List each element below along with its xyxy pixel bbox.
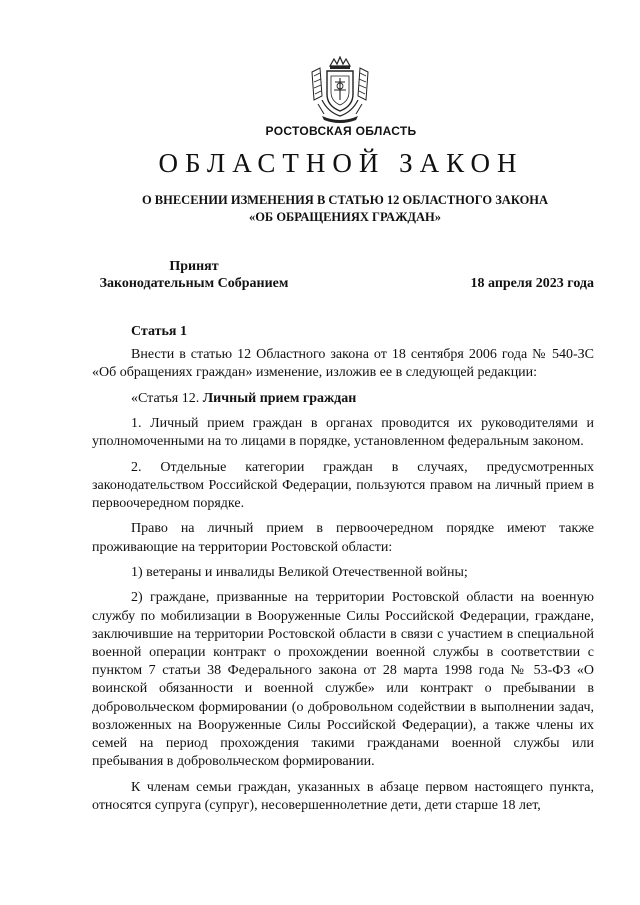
quoted-article-heading (92, 390, 594, 408)
article-body (92, 346, 594, 822)
quoted-article-prefix: «Статья 12. (131, 390, 200, 406)
article-paragraph: 1) ветераны и инвалиды Великой Отечественной войны; (131, 564, 468, 580)
article-paragraph: К членам семьи граждан, указанных в абзаце первом настоящего пункта, относятся супруга (супруг), несовершеннолетние дети, дети старше 18 лет, (92, 779, 594, 813)
region-name: РОСТОВСКАЯ ОБЛАСТЬ (265, 124, 417, 138)
article-paragraph: Право на личный прием в первоочередном порядке имеют также проживающие на территории Ростовской области: (92, 521, 594, 555)
article-paragraph: 1. Личный прием граждан в органах проводится их руководителями и уполномоченными на то лицами в порядке, установленном федеральным законом. (92, 415, 594, 450)
quoted-article-title: Личный прием граждан (202, 390, 357, 406)
document-type: ОБЛАСТНОЙ ЗАКОН (158, 148, 524, 178)
document-title-line: «ОБ ОБРАЩЕНИЯХ ГРАЖДАН» (248, 210, 442, 224)
article-heading: Статья 1 (131, 324, 187, 339)
adoption-date: 18 апреля 2023 года (470, 276, 594, 291)
article-intro: Внести в статью 12 Областного закона от 18 сентября 2006 года № 540-ЗС «Об обращениях граждан» изменение, изложив ее в следующей редакции: (92, 347, 594, 381)
adoption-label: Принят (169, 259, 219, 274)
document-title-line: О ВНЕСЕНИИ ИЗМЕНЕНИЯ В СТАТЬЮ 12 ОБЛАСТНОГО ЗАКОНА (141, 193, 549, 207)
rostov-oblast-coat-of-arms-icon (300, 56, 380, 126)
article-paragraph: 2. Отдельные категории граждан в случаях, предусмотренных законодательством Российской Федерации, пользуются правом на личный прием в первоочередном порядке. (92, 459, 594, 511)
adoption-body: Законодательным Собранием (99, 276, 289, 291)
adoption-info (92, 258, 296, 292)
document-title (110, 192, 580, 226)
article-paragraph: 2) граждане, призванные на территории Ростовской области на военную службу по мобилизации в Вооруженные Силы Российской Федерации, граждане, заключившие на территории Ростовской области в связи с участием в специальной военной операции контракт о прохождении военной службы в соответствии с пунктом 7 статьи 38 Федерального закона от 28 марта 1998 года № 53-ФЗ «О воинской обязанности и военной службе» или контракт о пребывании в добровольческом формировании (о добровольном содействии в выполнении задач, возложенных на Вооруженные Силы Российской Федерации), а также члены их семей на период прохождения такими гражданами военной службы или пребывания в добровольческом формировании. (92, 590, 594, 770)
